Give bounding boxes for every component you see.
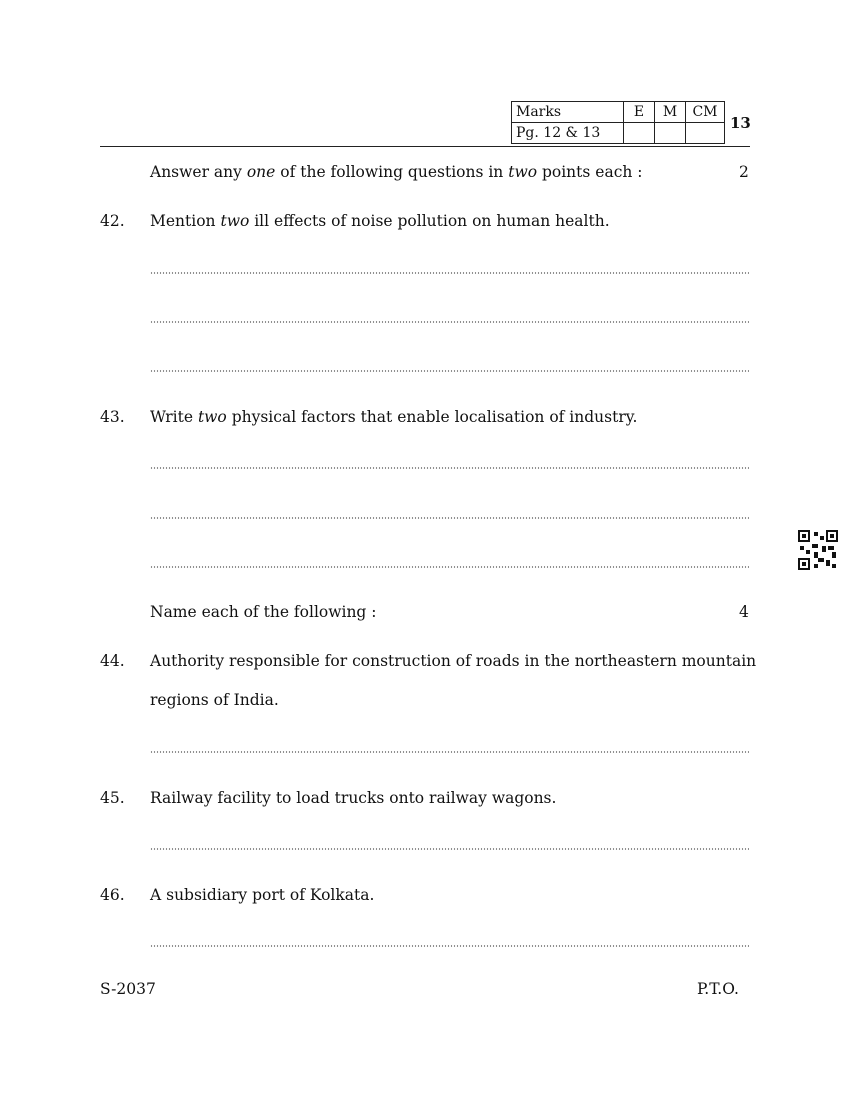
answer-line[interactable]	[150, 517, 749, 519]
marks-col-m: M	[655, 102, 686, 123]
section2-instruction: Name each of the following :	[150, 603, 377, 621]
pto-label: P.T.O.	[697, 980, 739, 998]
marks-cell-cm	[686, 123, 725, 144]
question-number: 46.	[100, 886, 125, 904]
answer-line[interactable]	[150, 945, 749, 947]
answer-line[interactable]	[150, 321, 749, 323]
answer-line[interactable]	[150, 467, 749, 469]
question-text: Mention two ill effects of noise pollution on human health.	[150, 212, 610, 230]
question-text: A subsidiary port of Kolkata.	[150, 886, 375, 904]
paper-code: S-2037	[100, 980, 156, 998]
marks-col-cm: CM	[686, 102, 725, 123]
section2-marks: 4	[739, 603, 749, 621]
answer-line[interactable]	[150, 566, 749, 568]
marks-cell-m	[655, 123, 686, 144]
marks-label: Marks	[512, 102, 624, 123]
section1-instruction: Answer any one of the following questions in two points each :	[150, 163, 643, 181]
page-number: 13	[730, 114, 751, 132]
question-text-continued: regions of India.	[150, 691, 279, 709]
question-number: 45.	[100, 789, 125, 807]
question-text: Write two physical factors that enable localisation of industry.	[150, 408, 638, 426]
question-text: Railway facility to load trucks onto railway wagons.	[150, 789, 557, 807]
question-number: 43.	[100, 408, 125, 426]
answer-line[interactable]	[150, 370, 749, 372]
pages-label: Pg. 12 & 13	[512, 123, 624, 144]
header-divider	[100, 146, 750, 147]
marks-cell-e	[624, 123, 655, 144]
answer-line[interactable]	[150, 848, 749, 850]
marks-table	[511, 101, 725, 144]
answer-line[interactable]	[150, 751, 749, 753]
question-number: 44.	[100, 652, 125, 670]
marks-col-e: E	[624, 102, 655, 123]
section1-marks: 2	[739, 163, 749, 181]
question-text: Authority responsible for construction of roads in the northeastern mountain	[150, 652, 757, 670]
qr-code-icon	[798, 530, 838, 570]
question-number: 42.	[100, 212, 125, 230]
answer-line[interactable]	[150, 272, 749, 274]
